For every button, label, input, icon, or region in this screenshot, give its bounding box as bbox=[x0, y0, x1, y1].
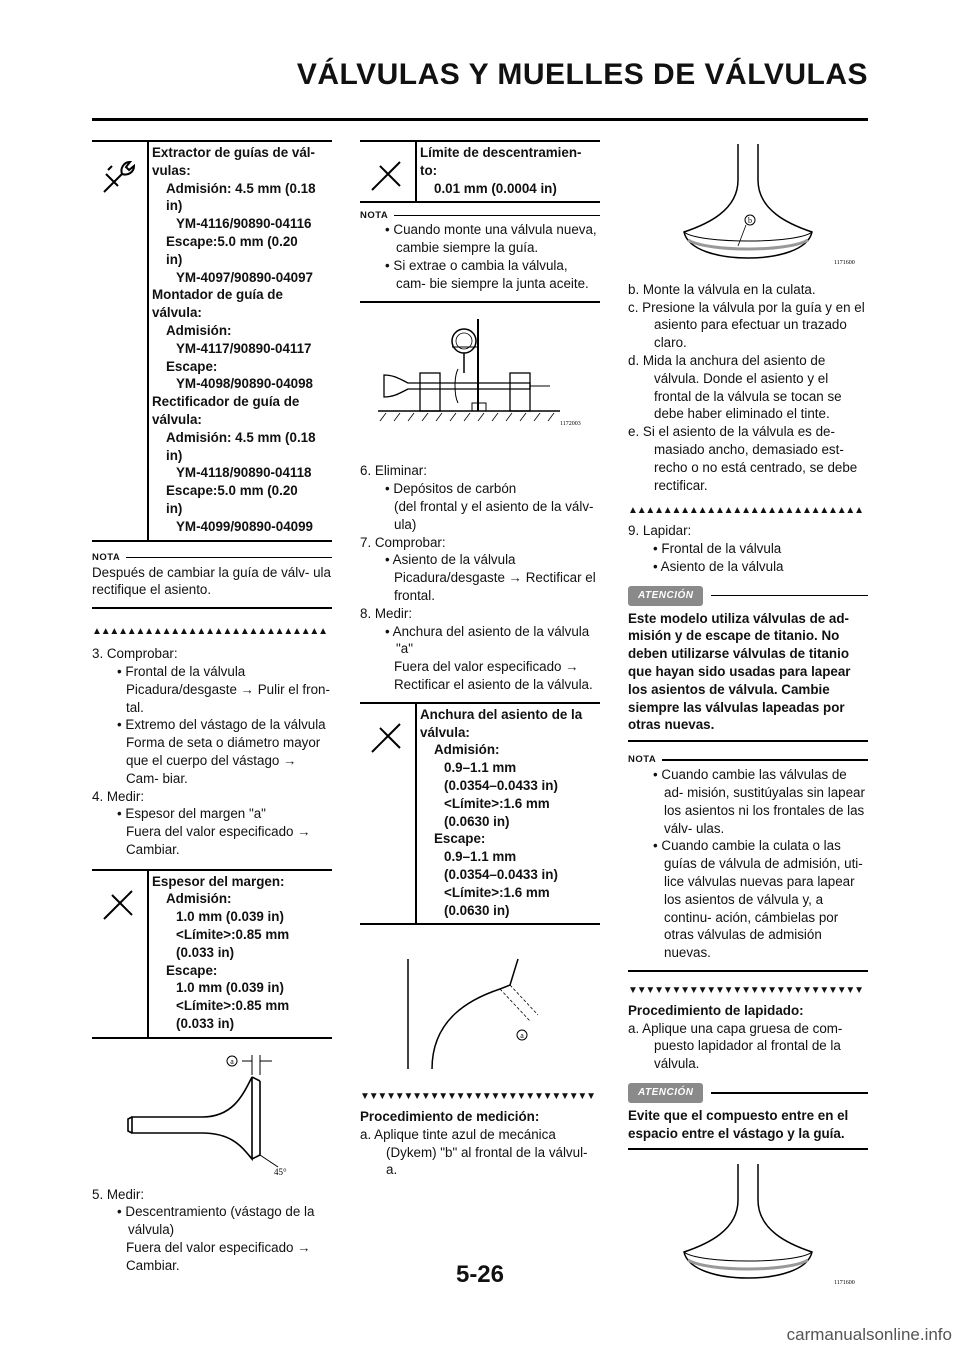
spec-line: (0.0354–0.0433 in) bbox=[444, 777, 558, 793]
tools-spec-content bbox=[152, 142, 332, 540]
step-8-bullet-1: • Anchura del asiento de la válvula "a" bbox=[385, 623, 590, 657]
step-3-bullet-2-detail: Forma de seta o diámetro mayor que el cuerpo del vástago → Cam- biar. bbox=[126, 735, 321, 786]
spec-line: YM-4118/90890-04118 bbox=[176, 465, 312, 481]
procedure-step-e: e. Si el asiento de la válvula es de- masiado ancho, demasiado est- recho o no está centrado, se debe rectificar. bbox=[628, 424, 858, 493]
step-4-title: 4. Medir: bbox=[92, 788, 145, 804]
column-3 bbox=[628, 140, 868, 1295]
spec-line: Escape: bbox=[434, 831, 486, 847]
spec-line: Admisión: bbox=[166, 891, 232, 907]
spec-line: <Límite>:0.85 mm bbox=[176, 998, 290, 1014]
fig4-code: 1171600 bbox=[834, 260, 855, 266]
valve-dye-figure bbox=[628, 140, 868, 270]
tools-spec-box bbox=[92, 140, 332, 542]
spec-line: Espesor del margen: bbox=[152, 873, 285, 889]
caliper-icon bbox=[366, 156, 408, 198]
fig3-label-a: a bbox=[520, 1031, 524, 1041]
nota-bullet-1: • Cuando cambie las válvulas de ad- misión, sustitúyalas sin lapear los asientos ni los frontales de las válv- ulas. bbox=[653, 767, 865, 836]
spec-line: Admisión: bbox=[166, 322, 232, 338]
spec-line: Extractor de guías de vál- bbox=[152, 145, 315, 160]
end-triangles: ▼▼▼▼▼▼▼▼▼▼▼▼▼▼▼▼▼▼▼▼▼▼▼▼▼▼▼ bbox=[360, 1091, 595, 1103]
margin-spec-box bbox=[92, 869, 332, 1039]
nota-bullet-2: • Si extrae o cambia la válvula, cam- bie siempre la junta aceite. bbox=[385, 257, 589, 291]
step-4-bullet-1: • Espesor del margen "a" bbox=[117, 806, 266, 822]
spec-line: 0.9–1.1 mm bbox=[444, 760, 517, 776]
fig1-label-a: a bbox=[230, 1056, 234, 1066]
step-5-bullet-1: • Descentramiento (vástago de la válvula) bbox=[117, 1204, 315, 1238]
step-5-bullet-1-detail: Fuera del valor especificado → Cambiar. bbox=[126, 1240, 311, 1273]
nota-bullet-2: • Cuando cambie la culata o las guías de válvula de admisión, uti- lice válvulas nuevas para lapear los asientos de válvula y, a continu- ación, cámbielas por otras válvulas de admisión nuevas. bbox=[653, 838, 863, 961]
procedure-step-d: d. Mida la anchura del asiento de válvula. Donde el asiento y el frontal de la válvula se tocan se debe haber eliminado el tinte. bbox=[628, 352, 842, 422]
column-1 bbox=[92, 140, 332, 1275]
spec-line: YM-4117/90890-04117 bbox=[176, 340, 312, 356]
procedure-triangles: ▼▼▼▼▼▼▼▼▼▼▼▼▼▼▼▼▼▼▼▼▼▼▼▼▼▼▼ bbox=[628, 984, 863, 996]
caliper-icon bbox=[98, 885, 140, 927]
nota-block-1 bbox=[92, 552, 332, 610]
seat-width-figure bbox=[360, 939, 600, 1079]
spec-line: Escape: bbox=[166, 358, 218, 374]
nota-label: NOTA bbox=[628, 754, 657, 766]
runout-measure-figure bbox=[360, 317, 600, 452]
procedure-step-a: a. Aplique tinte azul de mecánica (Dykem) "b" al frontal de la válvul- a. bbox=[360, 1126, 588, 1178]
spec-line: Admisión: 4.5 mm (0.18 bbox=[166, 180, 316, 196]
spec-line: (0.033 in) bbox=[176, 1016, 235, 1032]
watermark: carmanualsonline.info bbox=[786, 1325, 952, 1344]
spec-line: válvula: bbox=[420, 724, 470, 740]
spec-line: 0.9–1.1 mm bbox=[444, 849, 517, 865]
spec-line: válvula: bbox=[152, 305, 202, 321]
spec-line: (0.0354–0.0433 in) bbox=[444, 866, 558, 882]
procedure-step-c: c. Presione la válvula por la guía y en el asiento para efectuar un trazado claro. bbox=[628, 299, 865, 351]
spec-line: Anchura del asiento de la bbox=[420, 706, 583, 722]
spec-line: Admisión: 4.5 mm (0.18 bbox=[166, 429, 316, 445]
spec-line: vulas: bbox=[152, 162, 191, 178]
spec-line: Admisión: bbox=[434, 742, 500, 758]
measure-procedure-title: Procedimiento de medición: bbox=[360, 1109, 540, 1125]
step-3-title: 3. Comprobar: bbox=[92, 646, 178, 662]
page-title: VÁLVULAS Y MUELLES DE VÁLVULAS bbox=[296, 58, 868, 91]
step-7-title: 7. Comprobar: bbox=[360, 534, 446, 550]
runout-spec-content bbox=[420, 142, 600, 201]
step-9-bullet-2: • Asiento de la válvula bbox=[653, 558, 784, 574]
spec-line: Escape:5.0 mm (0.20 bbox=[166, 233, 298, 249]
wrench-icon bbox=[98, 156, 140, 198]
step-7-bullet-1-detail: Picadura/desgaste → Rectificar el frontal. bbox=[394, 570, 596, 603]
atencion-text-1: Este modelo utiliza válvulas de ad- misión y de escape de titanio. No deben utilizarse válvulas de titanio que hayan sido usadas para lapear los asientos de válvula. Cambie siempre las válvulas lapeadas por otras nuevas. bbox=[628, 610, 851, 733]
step-4-bullet-1-detail: Fuera del valor especificado → Cambiar. bbox=[126, 824, 311, 857]
nota-bullet-1: • Cuando monte una válvula nueva, cambie siempre la guía. bbox=[385, 222, 597, 256]
step-8-title: 8. Medir: bbox=[360, 605, 413, 621]
step-9-bullet-1: • Frontal de la válvula bbox=[653, 541, 782, 557]
spec-line: Montador de guía de bbox=[152, 287, 283, 303]
end-triangles: ▲▲▲▲▲▲▲▲▲▲▲▲▲▲▲▲▲▲▲▲▲▲▲▲▲▲▲ bbox=[628, 505, 863, 517]
spec-line: (0.0630 in) bbox=[444, 902, 510, 918]
spec-line: <Límite>:1.6 mm bbox=[444, 884, 550, 900]
step-5-title: 5. Medir: bbox=[92, 1186, 145, 1202]
nota-block-3 bbox=[628, 754, 868, 972]
page-number: 5-26 bbox=[455, 1261, 505, 1288]
header-rule bbox=[92, 118, 868, 121]
fig5-code: 1171600 bbox=[834, 1280, 855, 1287]
spec-line: YM-4098/90890-04098 bbox=[176, 376, 313, 392]
spec-line: Rectificador de guía de bbox=[152, 394, 300, 410]
atencion-header-1 bbox=[628, 586, 868, 606]
spec-line: <Límite>:1.6 mm bbox=[444, 795, 550, 811]
fig1-angle: 45° bbox=[274, 1166, 287, 1177]
spec-line: Escape: bbox=[166, 962, 218, 978]
nota-label: NOTA bbox=[92, 551, 121, 563]
fig2-code: 1172003 bbox=[560, 420, 581, 427]
nota-text: Después de cambiar la guía de válv- ula rectifique el asiento. bbox=[92, 564, 331, 598]
step-3-bullet-1: • Frontal de la válvula bbox=[117, 663, 246, 679]
step-6-bullet-1-detail: (del frontal y el asiento de la válv- ula) bbox=[394, 498, 594, 532]
spec-line: 0.01 mm (0.0004 in) bbox=[434, 180, 557, 196]
spec-line: (0.0630 in) bbox=[444, 813, 510, 829]
atencion-badge: ATENCIÓN bbox=[628, 1083, 703, 1103]
spec-line: Límite de descentramien- bbox=[420, 145, 582, 160]
margin-spec-content bbox=[152, 871, 332, 1037]
atencion-badge: ATENCIÓN bbox=[628, 586, 703, 606]
warning-triangles: ▲▲▲▲▲▲▲▲▲▲▲▲▲▲▲▲▲▲▲▲▲▲▲▲▲▲▲ bbox=[92, 626, 327, 638]
spec-line: in) bbox=[166, 447, 183, 463]
spec-line: Escape:5.0 mm (0.20 bbox=[166, 483, 298, 499]
spec-line: YM-4099/90890-04099 bbox=[176, 518, 313, 534]
step-7-bullet-1: • Asiento de la válvula bbox=[385, 552, 516, 568]
spec-line: válvula: bbox=[152, 411, 202, 427]
spec-line: to: bbox=[420, 162, 438, 178]
step-3-bullet-1-detail: Picadura/desgaste → Pulir el fron- tal. bbox=[126, 681, 330, 715]
caliper-icon bbox=[366, 718, 408, 760]
spec-line: <Límite>:0.85 mm bbox=[176, 927, 290, 943]
valve-margin-figure bbox=[92, 1047, 332, 1177]
step-6-title: 6. Eliminar: bbox=[360, 463, 427, 479]
step-9-title: 9. Lapidar: bbox=[628, 523, 692, 539]
atencion-text-2: Evite que el compuesto entre en el espacio entre el vástago y la guía. bbox=[628, 1107, 849, 1141]
spec-line: in) bbox=[166, 251, 183, 267]
column-2 bbox=[360, 140, 600, 1179]
fig4-label-b: b bbox=[748, 216, 752, 225]
nota-label: NOTA bbox=[360, 209, 389, 221]
nota-block-2 bbox=[360, 209, 600, 302]
lapping-step-a: a. Aplique una capa gruesa de com- puesto lapidador al frontal de la válvula. bbox=[628, 1020, 843, 1072]
procedure-step-b: b. Monte la válvula en la culata. bbox=[628, 281, 816, 297]
step-6-bullet-1: • Depósitos de carbón bbox=[385, 481, 517, 497]
step-3-bullet-2: • Extremo del vástago de la válvula bbox=[117, 717, 326, 733]
spec-line: YM-4116/90890-04116 bbox=[176, 216, 312, 232]
spec-line: (0.033 in) bbox=[176, 944, 235, 960]
seat-spec-content bbox=[420, 704, 600, 924]
lapping-procedure-title: Procedimiento de lapidado: bbox=[628, 1002, 804, 1018]
runout-spec-box bbox=[360, 140, 600, 203]
spec-line: 1.0 mm (0.039 in) bbox=[176, 909, 284, 925]
spec-line: in) bbox=[166, 198, 183, 214]
spec-line: in) bbox=[166, 500, 183, 516]
step-8-bullet-1-detail: Fuera del valor especificado → Rectificar el asiento de la válvula. bbox=[394, 659, 593, 692]
atencion-header-2 bbox=[628, 1083, 868, 1103]
seat-spec-box bbox=[360, 702, 600, 926]
spec-line: YM-4097/90890-04097 bbox=[176, 269, 313, 285]
spec-line: 1.0 mm (0.039 in) bbox=[176, 980, 284, 996]
